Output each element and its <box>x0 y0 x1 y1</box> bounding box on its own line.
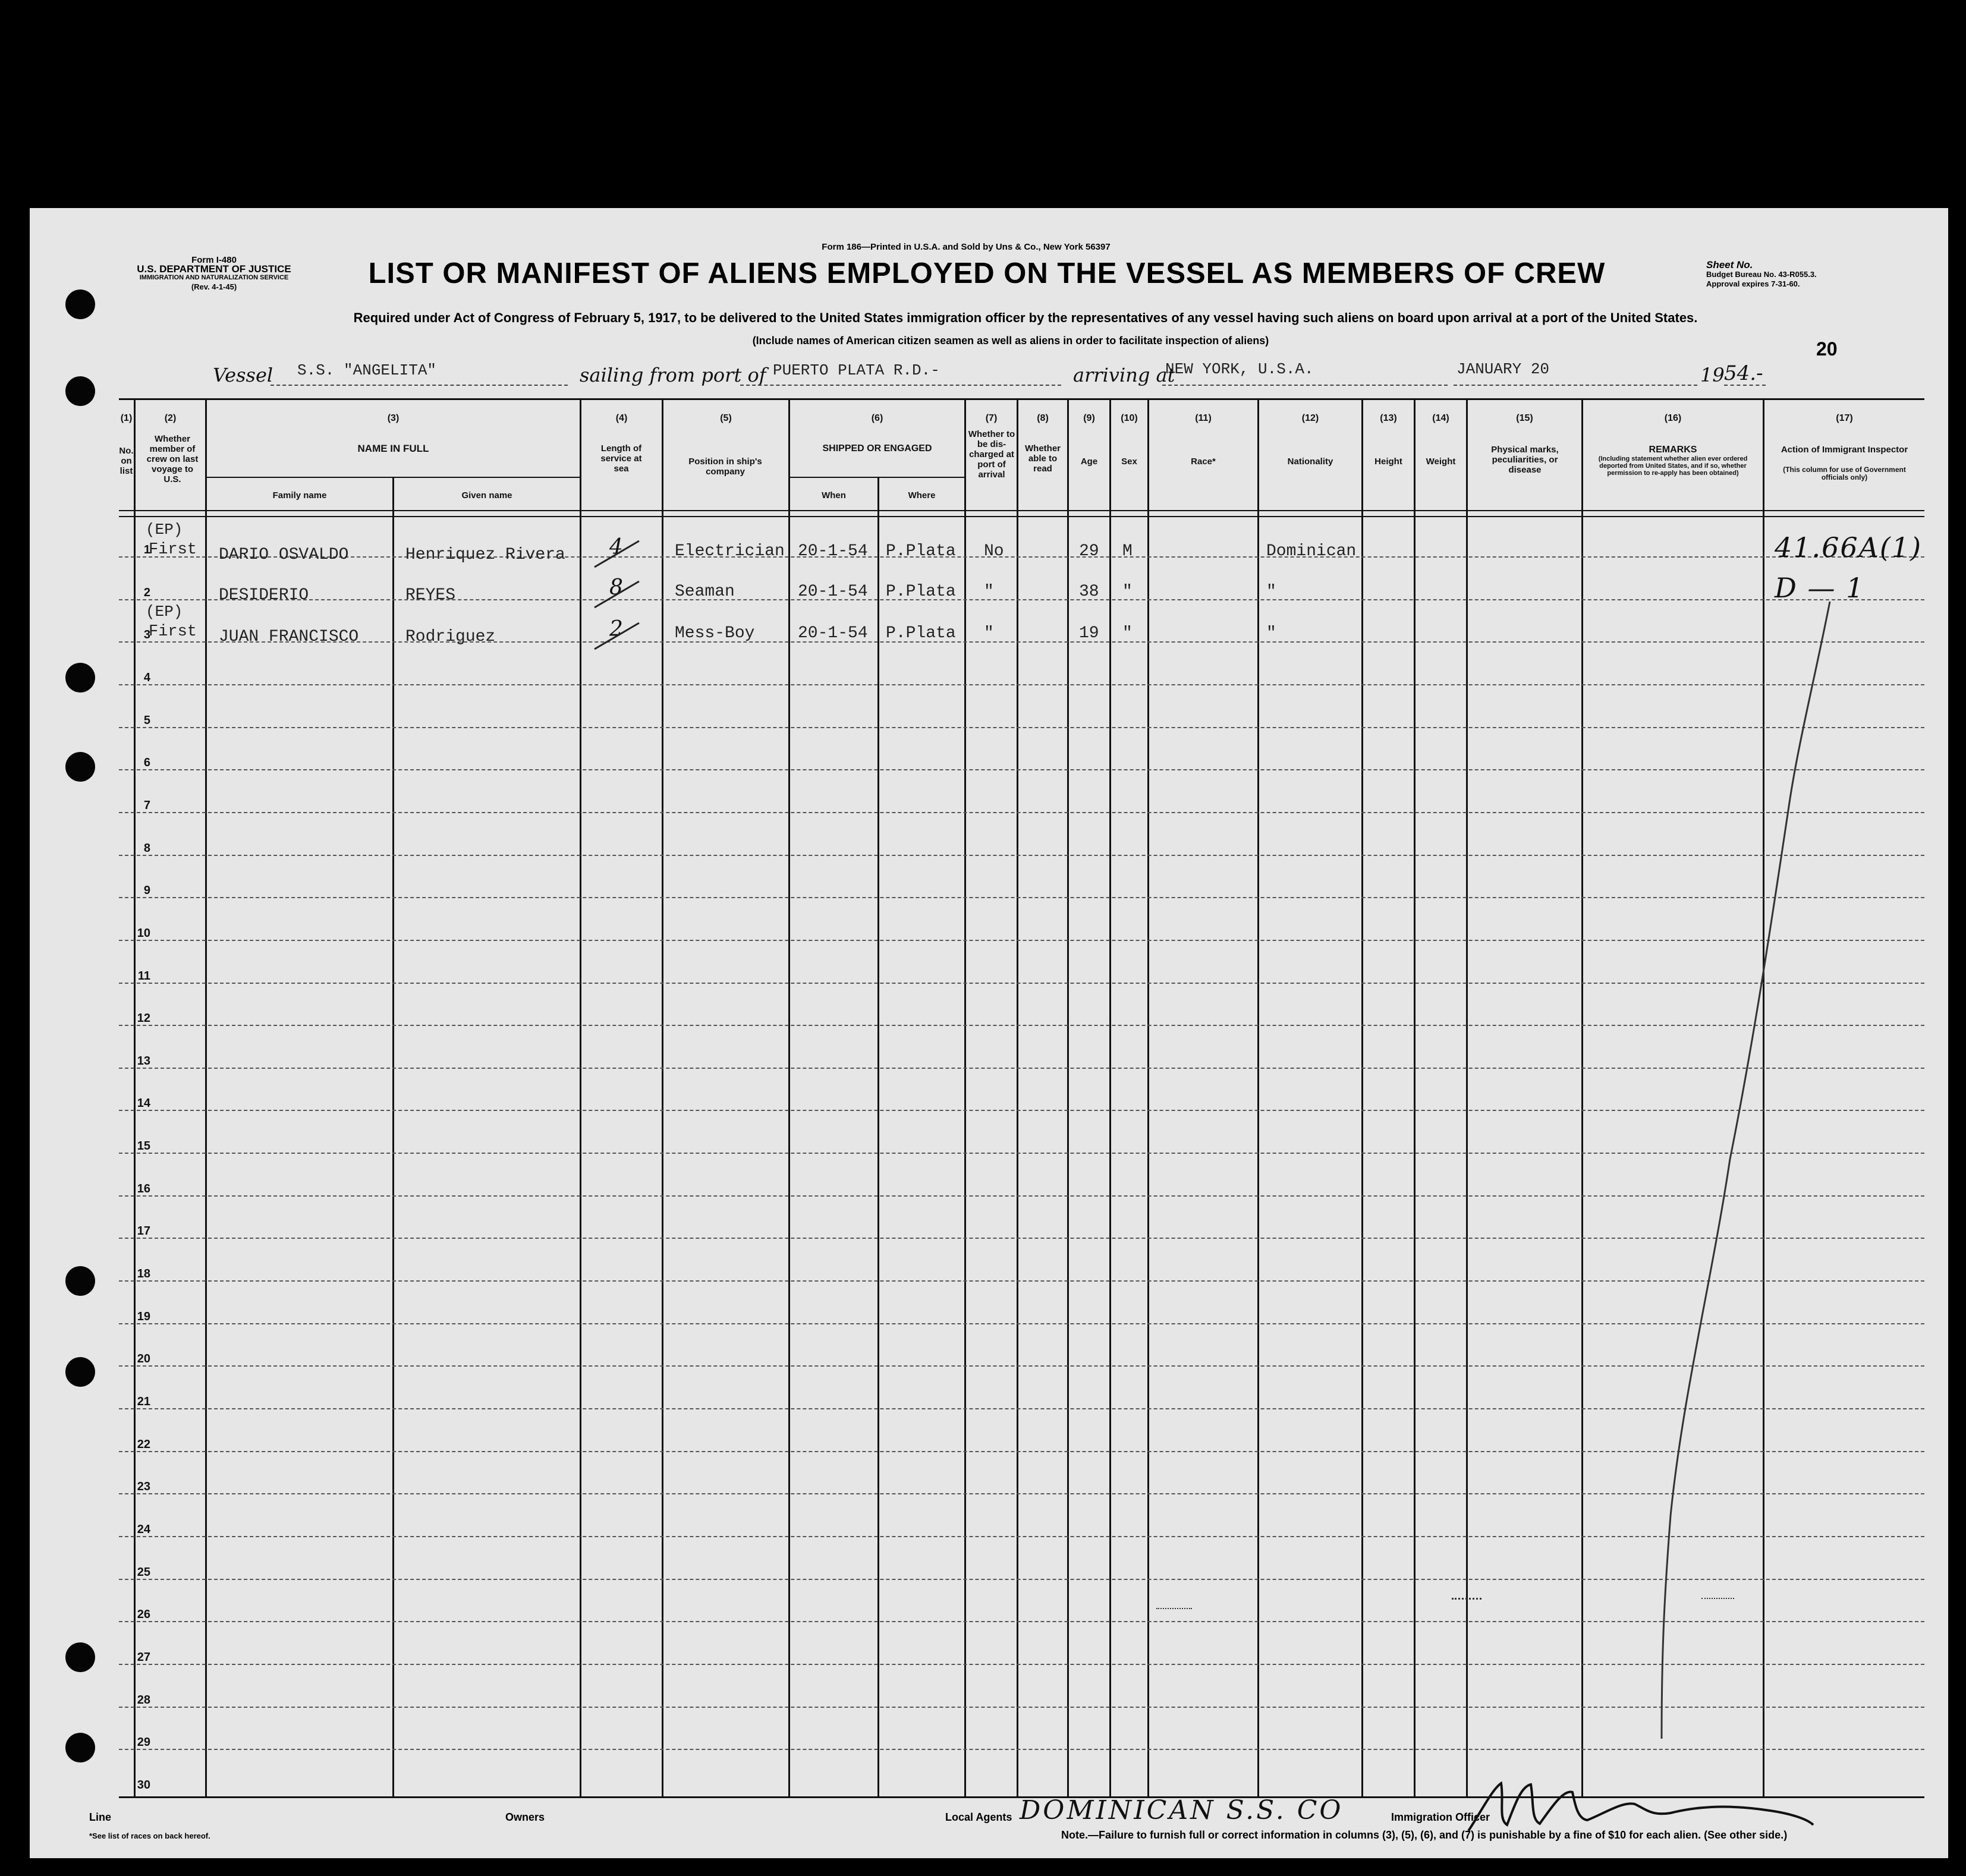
col-12-header: Nationality <box>1287 457 1333 467</box>
crew-family: DESIDERIO <box>219 586 309 605</box>
departure-port: PUERTO PLATA R.D.- <box>773 361 940 379</box>
col-7-header: Whether to be dis-charged at port of arrival <box>968 429 1015 480</box>
col-6b-header: Where <box>908 490 936 501</box>
col-5-header: Position in ship's company <box>688 457 762 477</box>
col-11-header: Race* <box>1191 457 1216 467</box>
department-name: U.S. DEPARTMENT OF JUSTICE <box>137 263 291 275</box>
col-17-header: Action of Immigrant Inspector <box>1781 445 1908 455</box>
col-6a-header: When <box>822 490 846 501</box>
pencil-mark <box>1156 1608 1192 1609</box>
col-6-header: SHIPPED OR ENGAGED <box>822 443 932 454</box>
col-3a-header: Family name <box>272 490 327 501</box>
row-number: 2 <box>143 586 150 599</box>
col-7-number: (7) <box>985 413 998 423</box>
crew-sex: M <box>1122 542 1133 561</box>
crew-age: 29 <box>1079 542 1099 561</box>
row-number: 22 <box>137 1437 150 1451</box>
row-number: 14 <box>137 1097 150 1110</box>
crew-discharged: " <box>984 583 994 601</box>
service-length: 8 <box>609 575 623 600</box>
crew-nationality: " <box>1266 583 1276 601</box>
row-number: 6 <box>143 756 150 770</box>
col-14-number: (14) <box>1432 413 1449 423</box>
row-number: 17 <box>137 1225 150 1238</box>
footer-owners-label: Owners <box>505 1811 545 1823</box>
col-10-header: Sex <box>1121 457 1137 467</box>
crew-nationality: " <box>1266 624 1276 643</box>
row-number: 28 <box>137 1693 150 1707</box>
inspector-action: 41.66A(1) <box>1775 531 1923 564</box>
subnote: (Include names of American citizen seamen as well as aliens in order to facilitate inspection of aliens) <box>752 335 1269 347</box>
crew-position: Electrician <box>675 542 785 561</box>
crew-age: 19 <box>1079 624 1099 643</box>
row-number: 11 <box>137 969 150 983</box>
arrival-date: JANUARY 20 <box>1457 360 1550 378</box>
col-3-number: (3) <box>387 413 400 423</box>
row-number: 27 <box>137 1650 150 1664</box>
crew-where: P.Plata <box>886 624 956 643</box>
year-prefix: 19 <box>1700 364 1725 386</box>
revision: (Rev. 4-1-45) <box>191 282 237 291</box>
row-number: 30 <box>137 1778 150 1792</box>
subtitle: Required under Act of Congress of February 5, 1917, to be delivered to the United States immigration officer by the representatives of any vessel having such aliens on board upon arrival at a port of the United States. <box>353 310 1698 325</box>
crew-family: DARIO OSVALDO <box>219 546 349 564</box>
crew-position: Mess-Boy <box>675 624 755 643</box>
crew-given: Henriquez Rivera <box>405 546 565 564</box>
row-number: 23 <box>137 1480 150 1494</box>
col-8-header: Whether able to read <box>1025 443 1061 474</box>
col-9-header: Age <box>1080 457 1098 467</box>
crew-discharged: No <box>984 542 1004 561</box>
sheet-number: 20 <box>1816 338 1838 360</box>
status-mark: (EP) <box>146 603 183 621</box>
col-13-number: (13) <box>1380 413 1397 423</box>
inspector-pencil-stroke <box>30 208 1948 1858</box>
crew-nationality: Dominican <box>1266 542 1357 561</box>
row-number: 16 <box>137 1182 150 1195</box>
inspector-action: D — 1 <box>1775 572 1865 604</box>
footer-agents-label: Local Agents <box>945 1811 1012 1823</box>
col-1-header: No. on list <box>119 446 134 476</box>
col-17-subheader: (This column for use of Government officials only) <box>1783 465 1906 481</box>
col-13-header: Height <box>1374 457 1402 467</box>
vessel-name: S.S. "ANGELITA" <box>297 361 437 379</box>
row-number: 1 <box>143 543 150 556</box>
row-number: 29 <box>137 1736 150 1749</box>
col-12-number: (12) <box>1301 413 1319 423</box>
sailing-label: sailing from port of <box>580 364 766 386</box>
last-voyage: First <box>149 623 197 641</box>
races-footnote: *See list of races on back hereof. <box>89 1831 210 1840</box>
crew-when: 20-1-54 <box>798 542 868 561</box>
printer-line: Form 186—Printed in U.S.A. and Sold by Uns & Co., New York 56397 <box>822 242 1111 252</box>
crew-given: Rodriguez <box>405 628 496 646</box>
arrival-year: 54.- <box>1724 361 1763 385</box>
manifest-sheet <box>30 208 1948 1858</box>
row-number: 21 <box>137 1395 150 1408</box>
col-17-number: (17) <box>1836 413 1853 423</box>
footer-officer-label: Immigration Officer <box>1391 1811 1490 1823</box>
crew-when: 20-1-54 <box>798 624 868 643</box>
last-voyage: First <box>149 541 197 559</box>
row-number: 20 <box>137 1352 150 1366</box>
row-number: 12 <box>137 1012 150 1025</box>
crew-where: P.Plata <box>886 542 956 561</box>
col-1-number: (1) <box>120 413 133 423</box>
row-number: 26 <box>137 1608 150 1622</box>
col-2-header: Whether member of crew on last voyage to U.S. <box>146 434 199 484</box>
crew-position: Seaman <box>675 583 735 601</box>
row-number: 18 <box>137 1267 150 1281</box>
col-3b-header: Given name <box>461 490 512 501</box>
row-number: 10 <box>137 926 150 940</box>
row-number: 25 <box>137 1565 150 1579</box>
vessel-label: Vessel <box>213 364 273 386</box>
col-4-number: (4) <box>615 413 628 423</box>
col-2-number: (2) <box>164 413 177 423</box>
col-9-number: (9) <box>1083 413 1095 423</box>
col-6-number: (6) <box>871 413 883 423</box>
col-3-header: NAME IN FULL <box>357 443 429 454</box>
arriving-label: arriving at <box>1073 364 1175 386</box>
col-11-number: (11) <box>1195 413 1212 423</box>
penalty-note: Note.—Failure to furnish full or correct information in columns (3), (5), (6), and (7) is punishable by a fine of $10 for each alien. (See other side.) <box>1061 1829 1788 1841</box>
row-number: 3 <box>143 628 150 642</box>
footer-agents-value: DOMINICAN S.S. CO <box>1020 1795 1344 1825</box>
arrival-port: NEW YORK, U.S.A. <box>1165 360 1314 378</box>
crew-sex: " <box>1122 624 1133 643</box>
row-number: 8 <box>143 841 150 855</box>
row-number: 7 <box>143 798 150 812</box>
row-number: 5 <box>143 713 150 727</box>
crew-sex: " <box>1122 583 1133 601</box>
row-number: 13 <box>137 1054 150 1068</box>
form-number: Form I-480 <box>191 255 237 265</box>
col-8-number: (8) <box>1037 413 1049 423</box>
crew-given: REYES <box>405 586 456 605</box>
crew-age: 38 <box>1079 583 1099 601</box>
row-number: 4 <box>143 671 150 684</box>
footer-line-label: Line <box>89 1811 112 1823</box>
row-number: 19 <box>137 1310 150 1323</box>
row-number: 15 <box>137 1140 150 1153</box>
col-14-header: Weight <box>1426 457 1456 467</box>
approval-expiry: Approval expires 7-31-60. <box>1706 279 1800 288</box>
service-name: IMMIGRATION AND NATURALIZATION SERVICE <box>139 274 289 281</box>
service-length: 4 <box>609 535 623 559</box>
row-number: 9 <box>143 884 150 898</box>
sheet-label: Sheet No. <box>1706 259 1753 270</box>
crew-family: JUAN FRANCISCO <box>219 628 359 646</box>
status-mark: (EP) <box>146 521 183 539</box>
service-length: 2 <box>609 617 623 641</box>
pencil-mark <box>1452 1598 1481 1600</box>
page-title: LIST OR MANIFEST OF ALIENS EMPLOYED ON THE VESSEL AS MEMBERS OF CREW <box>368 257 1606 289</box>
col-16-subheader: (Including statement whether alien ever ordered deported from United States, and if so, whether permission to re-apply has been obtained) <box>1598 455 1748 477</box>
col-15-header: Physical marks, peculiarities, or disease <box>1491 445 1559 475</box>
crew-discharged: " <box>984 624 994 643</box>
col-10-number: (10) <box>1121 413 1138 423</box>
col-15-number: (15) <box>1516 413 1533 423</box>
pencil-mark <box>1701 1598 1734 1599</box>
col-16-number: (16) <box>1664 413 1682 423</box>
officer-signature <box>1457 1777 1825 1837</box>
col-5-number: (5) <box>720 413 732 423</box>
col-4-header: Length of service at sea <box>600 443 642 474</box>
crew-when: 20-1-54 <box>798 583 868 601</box>
budget-number: Budget Bureau No. 43-R055.3. <box>1706 270 1817 279</box>
col-16-header: REMARKS <box>1649 445 1697 455</box>
row-number: 24 <box>137 1522 150 1536</box>
crew-where: P.Plata <box>886 583 956 601</box>
